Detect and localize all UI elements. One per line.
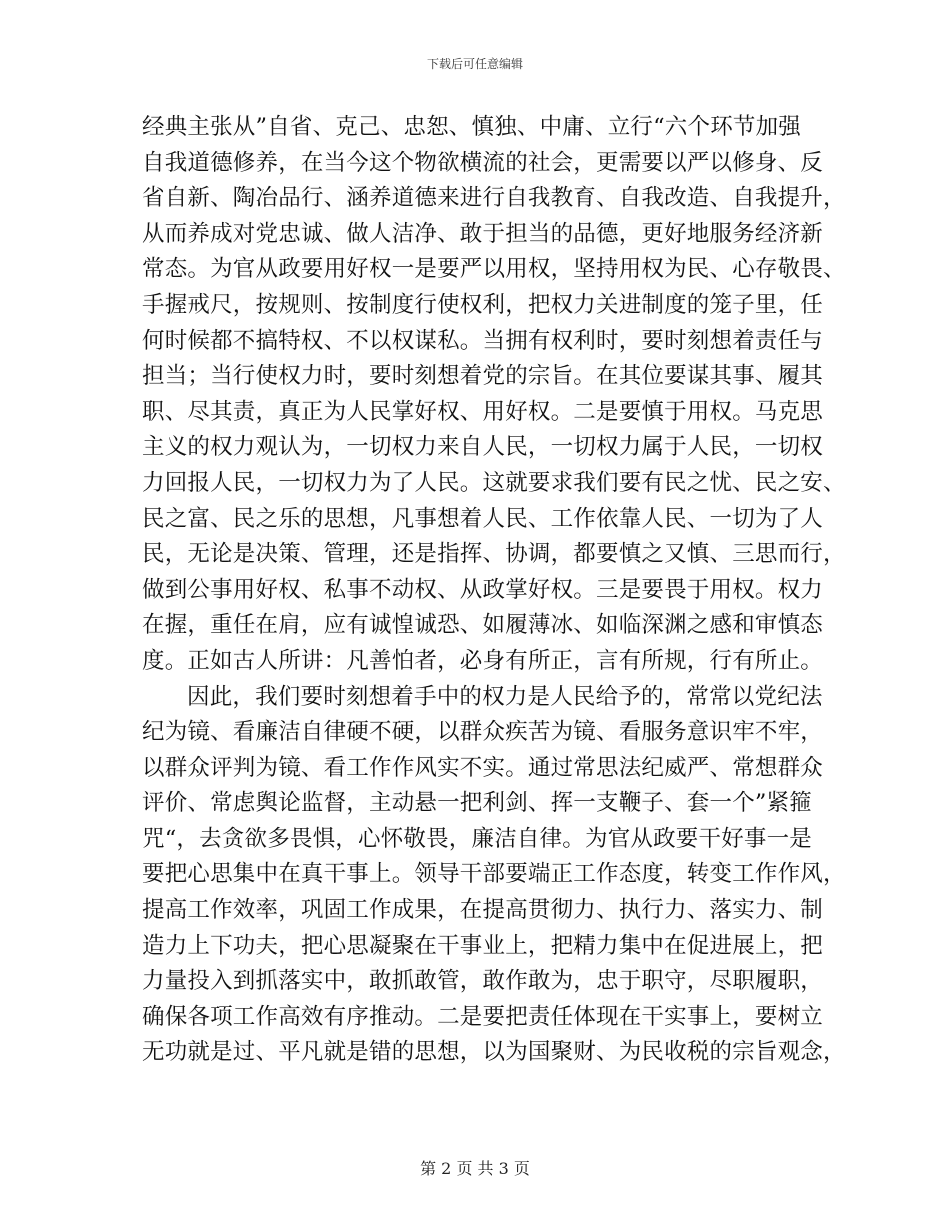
text-line: 力回报人民，一切权力为了人民。这就要求我们要有民之忧、民之安、 — [142, 469, 846, 496]
text-line: 自我道德修养，在当今这个物欲横流的社会，更需要以严以修身、反 — [142, 149, 824, 176]
text-line: 担当；当行使权力时，要时刻想着党的宗旨。在其位要谋其事、履其 — [142, 363, 824, 390]
page-header: 下载后可任意编辑 — [426, 57, 523, 71]
text-line: 常态。为官从政要用好权一是要严以用权，坚持用权为民、心存敬畏、 — [142, 256, 846, 283]
text-line: 职、尽其责，真正为人民掌好权、用好权。二是要慎于用权。马克思 — [142, 398, 824, 425]
text-line: 以群众评判为镜、看工作作风实不实。通过常思法纪威严、常想群众 — [142, 754, 824, 781]
text-line: 度。正如古人所讲：凡善怕者，必身有所正，言有所规，行有所止。 — [142, 647, 824, 674]
text-line: 何时候都不搞特权、不以权谋私。当拥有权利时，要时刻想着责任与 — [142, 327, 824, 354]
text-line: 民之富、民之乐的思想，凡事想着人民、工作依靠人民、一切为了人 — [142, 505, 824, 532]
text-line: 从而养成对党忠诚、做人洁净、敢于担当的品德，更好地服务经济新 — [142, 220, 824, 247]
paragraph-first-line: 因此，我们要时刻想着手中的权力是人民给予的，常常以党纪法 — [187, 683, 823, 710]
text-line: 省自新、陶冶品行、涵养道德来进行自我教育、自我改造、自我提升， — [142, 185, 846, 212]
text-line: 主义的权力观认为，一切权力来自人民，一切权力属于人民，一切权 — [142, 434, 824, 461]
text-line: 纪为镜、看廉洁自律硬不硬，以群众疾苦为镜、看服务意识牢不牢， — [142, 719, 824, 746]
text-line: 评价、常虑舆论监督，主动悬一把利剑、挥一支鞭子、套一个”紧箍 — [142, 790, 813, 817]
text-line: 经典主张从”自省、克己、忠恕、慎独、中庸、立行“六个环节加强 — [142, 114, 802, 140]
text-line: 提高工作效率，巩固工作成果，在提高贯彻力、执行力、落实力、制 — [142, 897, 824, 924]
text-line: 要把心思集中在真干事上。领导干部要端正工作态度，转变工作作风， — [142, 861, 846, 888]
text-line: 确保各项工作高效有序推动。二是要把责任体现在干实事上，要树立 — [142, 1003, 824, 1030]
text-line: 力量投入到抓落实中，敢抓敢管，敢作敢为，忠于职守，尽职履职， — [142, 968, 824, 995]
page-footer: 第 2 页 共 3 页 — [420, 1159, 530, 1178]
text-line: 无功就是过、平凡就是错的思想，以为国聚财、为民收税的宗旨观念， — [142, 1039, 846, 1066]
text-line: 造力上下功夫，把心思凝聚在干事业上，把精力集中在促进展上，把 — [142, 932, 824, 959]
text-line: 民，无论是决策、管理，还是指挥、协调，都要慎之又慎、三思而行， — [142, 541, 846, 568]
document-body — [142, 110, 846, 1071]
text-line: 咒“，去贪欲多畏惧，心怀敬畏，廉洁自律。为官从政要干好事一是 — [142, 825, 813, 852]
text-line: 做到公事用好权、私事不动权、从政掌好权。三是要畏于用权。权力 — [142, 576, 824, 603]
text-line: 手握戒尺，按规则、按制度行使权利，把权力关进制度的笼子里，任 — [142, 291, 824, 318]
text-line: 在握，重任在肩，应有诚惶诚恐、如履薄冰、如临深渊之感和审慎态 — [142, 612, 824, 639]
